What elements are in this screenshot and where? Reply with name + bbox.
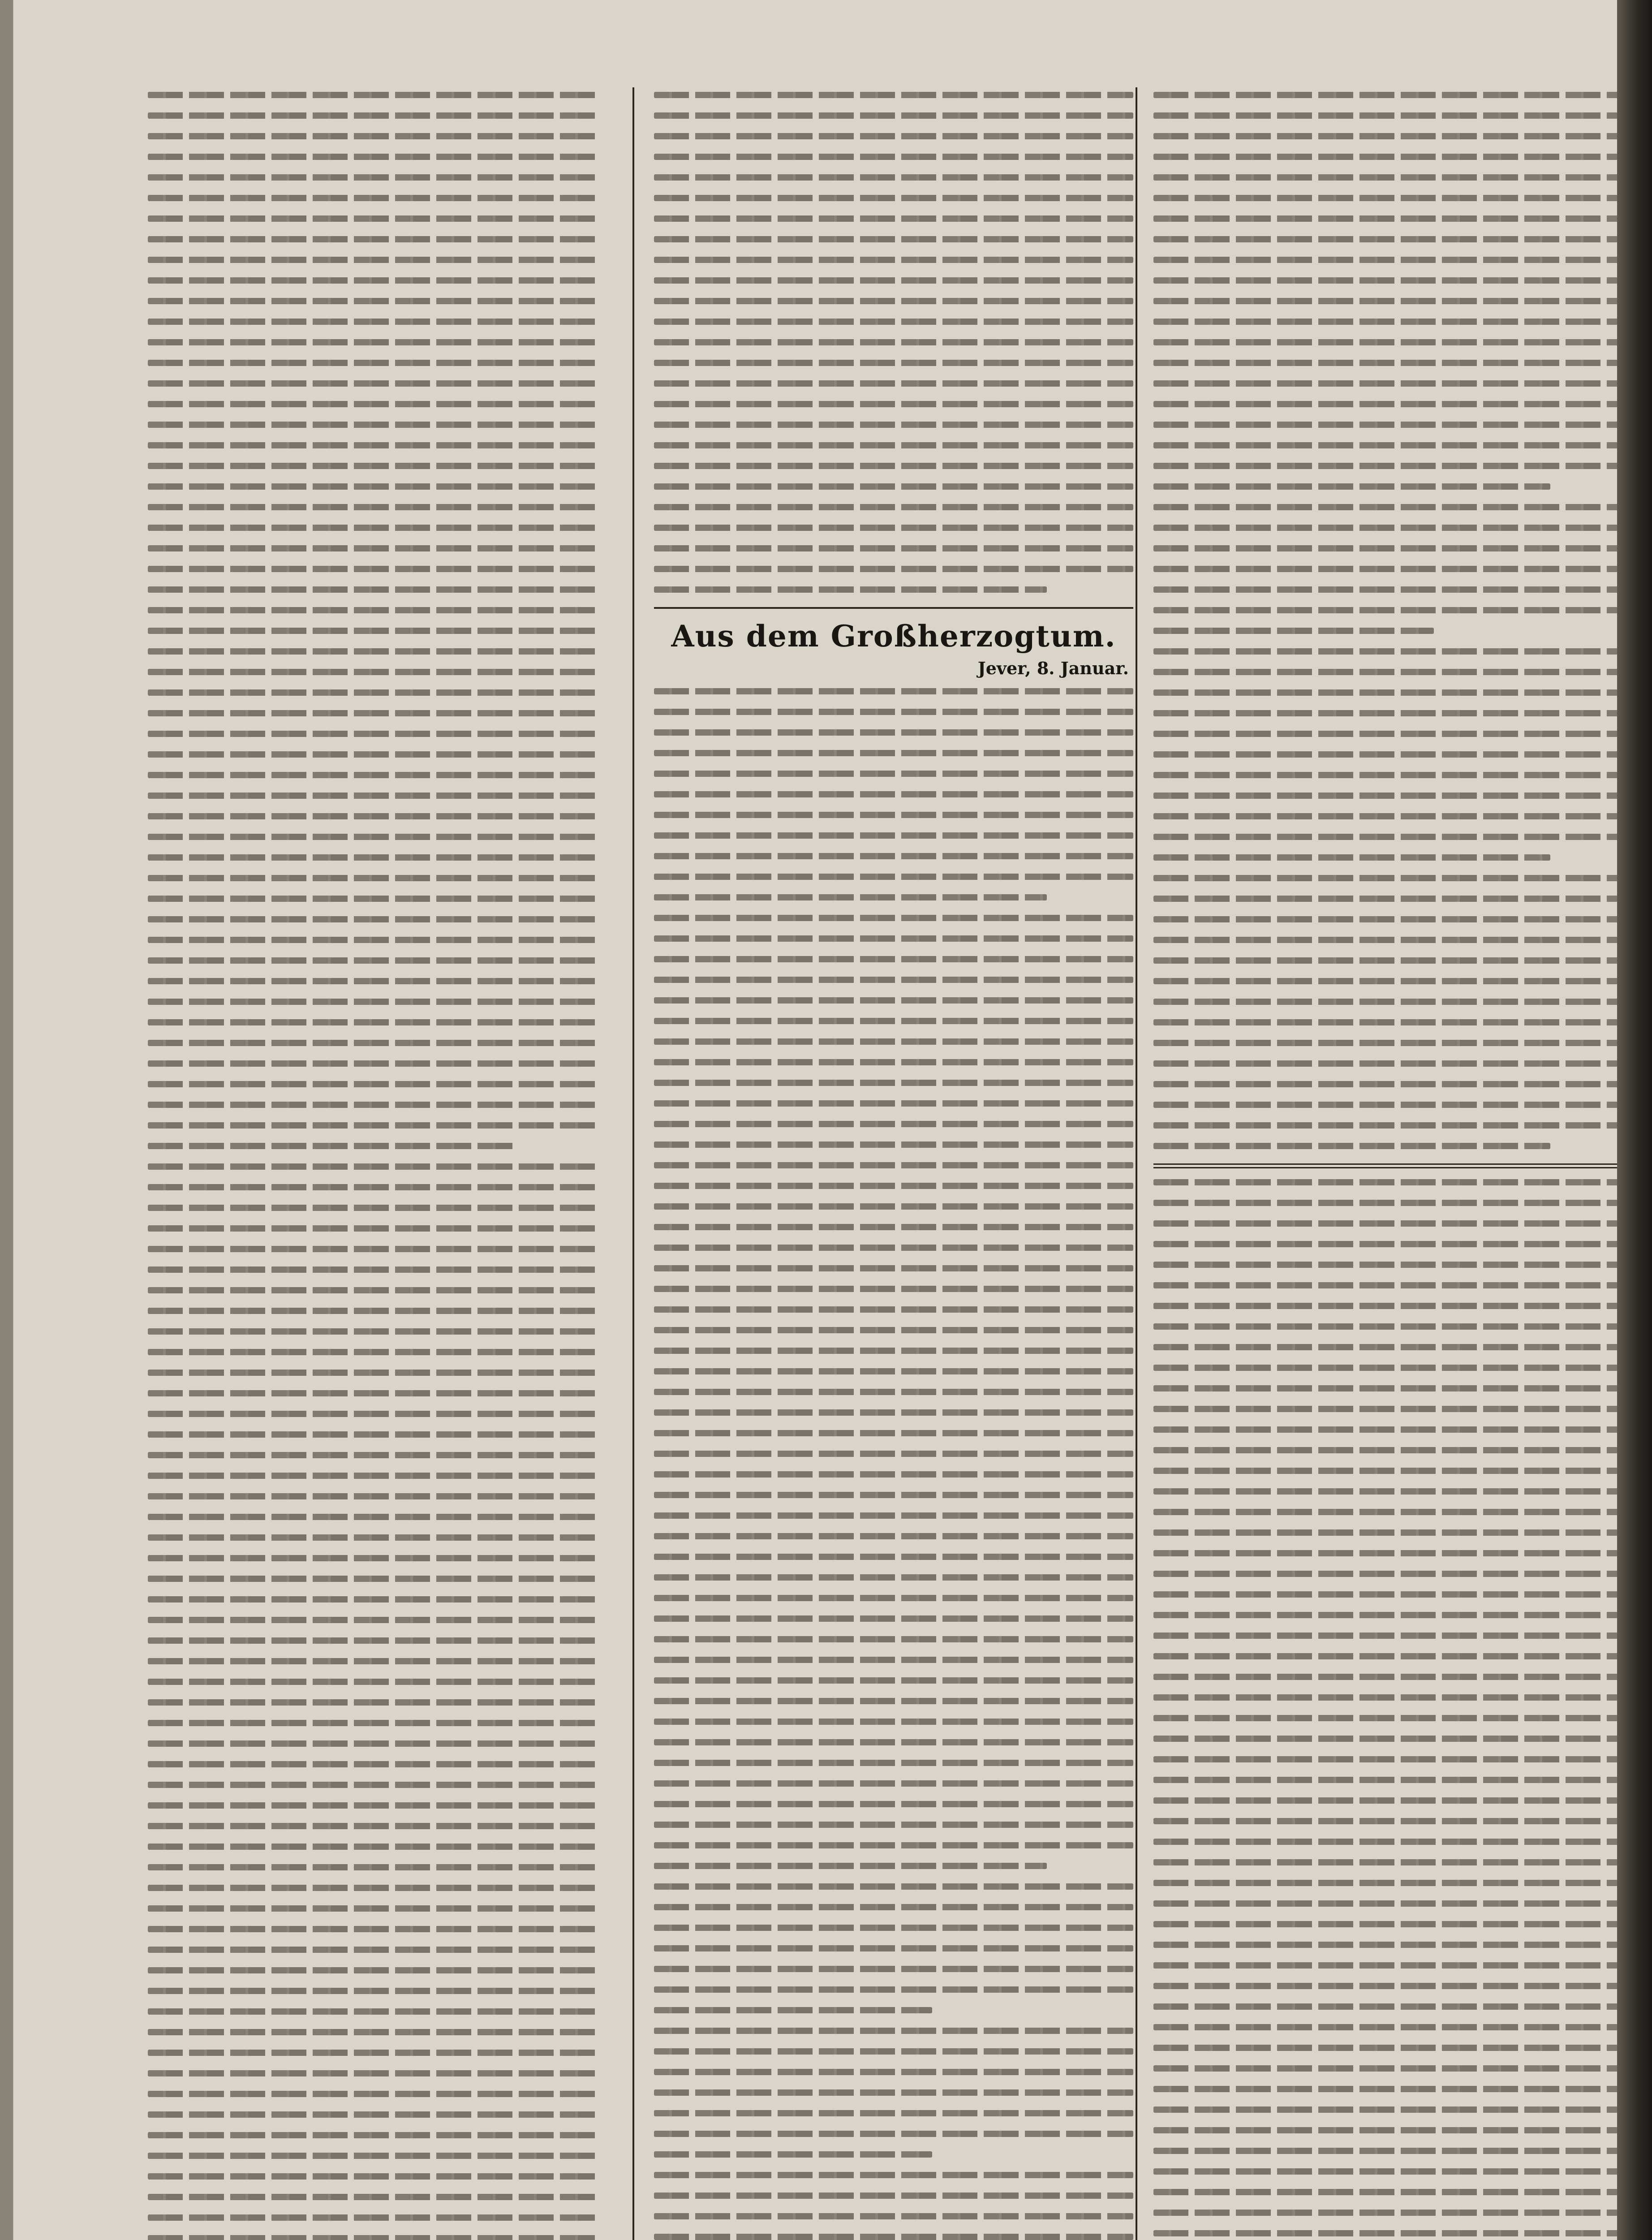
section-heading: Aus dem Großherzogtum. — [671, 619, 1116, 654]
article-text-block — [148, 1163, 596, 2240]
article-text-block — [148, 92, 596, 1149]
news-item — [654, 915, 1133, 1869]
news-item — [1153, 1179, 1637, 2240]
section-top-rule — [654, 607, 1133, 609]
middle-column — [654, 92, 1133, 2240]
news-item — [1153, 875, 1637, 1149]
left-column — [148, 92, 596, 2240]
column-rule-right — [1136, 87, 1137, 2240]
column-rule-left — [632, 87, 634, 2240]
article-text-block — [654, 92, 1133, 593]
section-divider — [1153, 1163, 1637, 1165]
page-binding-edge — [1617, 0, 1652, 2240]
news-item — [1153, 504, 1637, 634]
news-item — [654, 2028, 1133, 2158]
news-item — [1153, 648, 1637, 861]
right-column — [1153, 92, 1637, 2240]
news-item — [1153, 92, 1637, 490]
dateline: Jever, 8. Januar. — [977, 658, 1129, 678]
newspaper-page — [13, 0, 1617, 2240]
news-item — [654, 2172, 1133, 2240]
news-item — [654, 688, 1133, 900]
news-item — [654, 1883, 1133, 2013]
